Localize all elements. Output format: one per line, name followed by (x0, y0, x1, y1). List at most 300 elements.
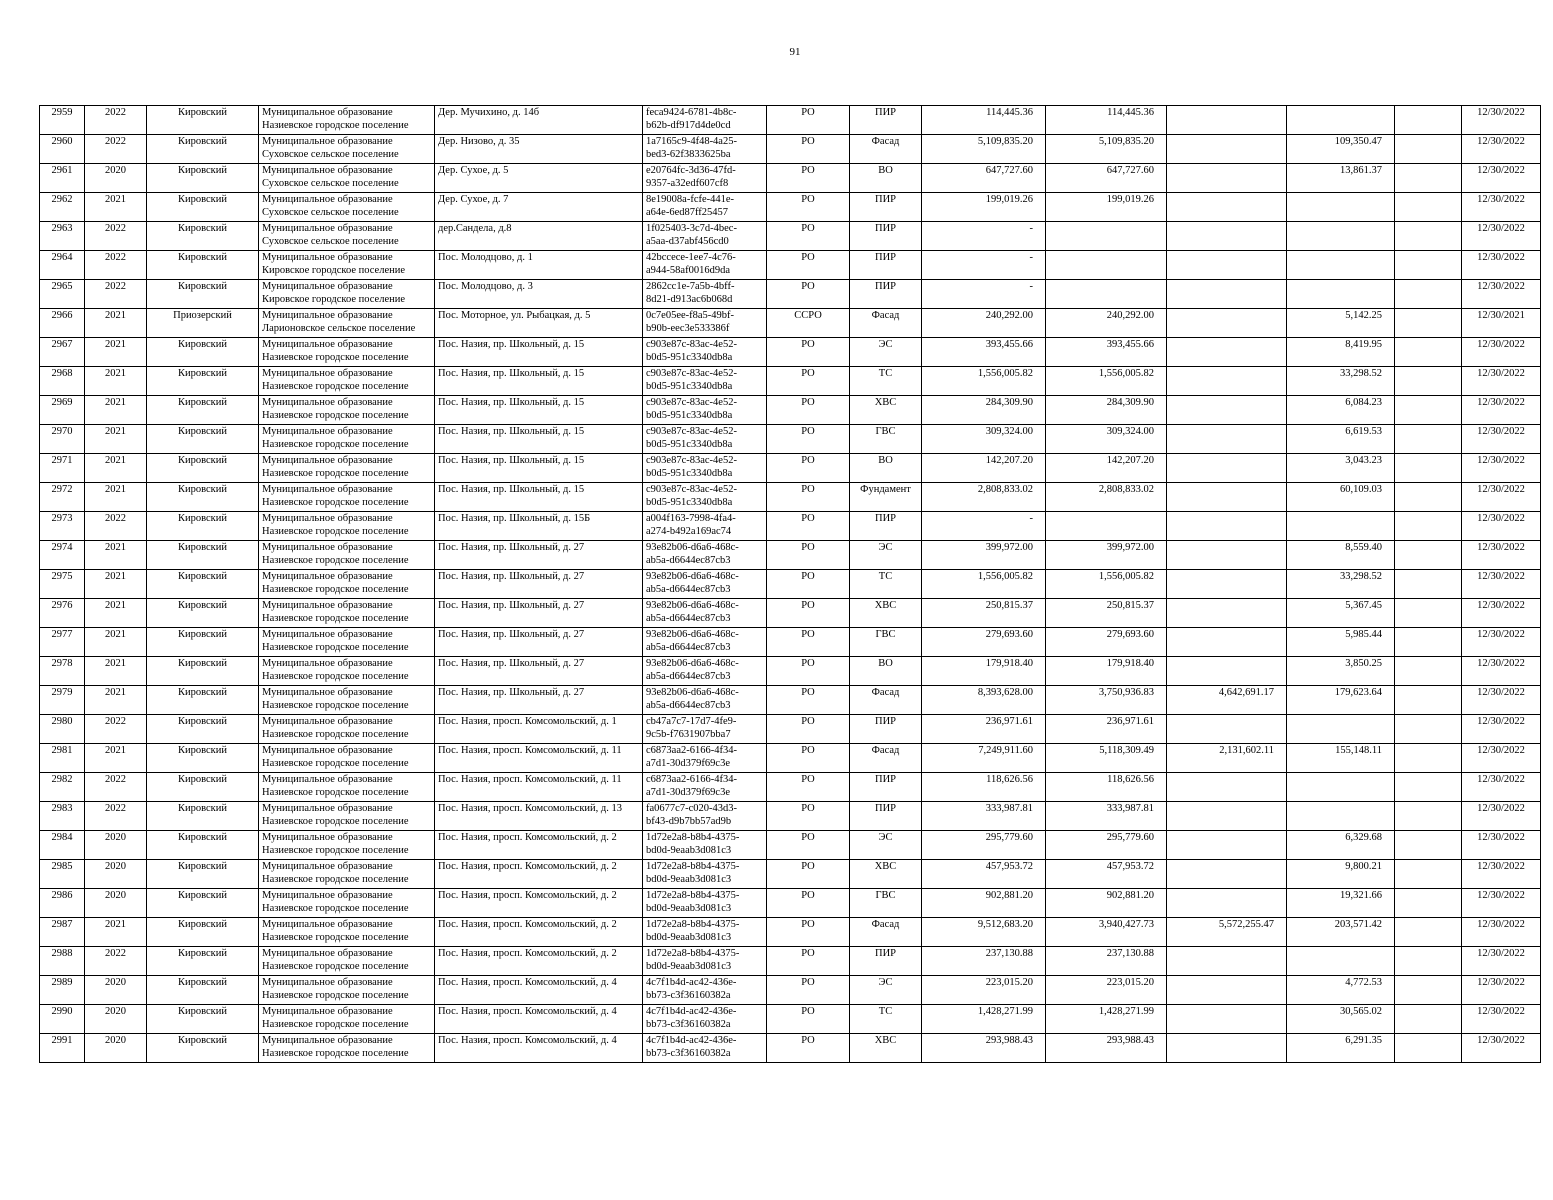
cell-program: РО (767, 1005, 850, 1034)
cell-amount-b (1167, 947, 1287, 976)
cell-total-cost: 393,455.66 (922, 338, 1046, 367)
cell-guid-line: a7d1-30d379f69c3e (646, 787, 730, 798)
cell-amount-a: 5,109,835.20 (1046, 135, 1167, 164)
cell-row-number: 2964 (40, 251, 85, 280)
cell-address: Пос. Назия, пр. Школьный, д. 15 (435, 425, 643, 454)
cell-address: Пос. Назия, пр. Школьный, д. 15 (435, 338, 643, 367)
cell-year: 2021 (85, 744, 147, 773)
cell-guid-line: a944-58af0016d9da (646, 265, 730, 276)
cell-year: 2021 (85, 686, 147, 715)
cell-municipality-line: Муниципальное образование (262, 658, 393, 669)
cell-municipality-line: Муниципальное образование (262, 861, 393, 872)
cell-work-type: ПИР (850, 280, 922, 309)
cell-work-type: ПИР (850, 773, 922, 802)
cell-guid (643, 280, 767, 309)
cell-municipality-line: Муниципальное образование (262, 107, 393, 118)
cell-guid-line: c903e87c-83ac-4e52- (646, 484, 737, 495)
cell-date: 12/30/2022 (1462, 251, 1541, 280)
cell-amount-b: 5,572,255.47 (1167, 918, 1287, 947)
cell-municipality-line: Назиевское городское поселение (262, 439, 409, 450)
cell-amount-a: 3,750,936.83 (1046, 686, 1167, 715)
cell-guid (643, 570, 767, 599)
cell-municipality (259, 164, 435, 193)
cell-amount-a: 118,626.56 (1046, 773, 1167, 802)
cell-municipality-line: Муниципальное образование (262, 194, 393, 205)
cell-amount-b (1167, 657, 1287, 686)
cell-year: 2020 (85, 164, 147, 193)
cell-row-number: 2977 (40, 628, 85, 657)
cell-municipality-line: Муниципальное образование (262, 1006, 393, 1017)
cell-guid (643, 309, 767, 338)
cell-guid-line: bb73-c3f36160382a (646, 1019, 731, 1030)
cell-municipality-line: Назиевское городское поселение (262, 120, 409, 131)
cell-guid-line: bd0d-9eaab3d081c3 (646, 874, 732, 885)
table-row (40, 222, 1541, 251)
cell-guid-line: bd0d-9eaab3d081c3 (646, 845, 732, 856)
cell-date: 12/30/2022 (1462, 715, 1541, 744)
cell-amount-a: 2,808,833.02 (1046, 483, 1167, 512)
cell-amount-c: 5,985.44 (1287, 628, 1395, 657)
table-row (40, 860, 1541, 889)
cell-date: 12/30/2022 (1462, 367, 1541, 396)
cell-amount-c: 9,800.21 (1287, 860, 1395, 889)
cell-amount-c: 33,298.52 (1287, 367, 1395, 396)
cell-amount-b (1167, 396, 1287, 425)
cell-amount-c: 5,367.45 (1287, 599, 1395, 628)
cell-row-number: 2980 (40, 715, 85, 744)
cell-row-number: 2990 (40, 1005, 85, 1034)
cell-total-cost: - (922, 251, 1046, 280)
cell-empty (1395, 193, 1462, 222)
cell-amount-b (1167, 541, 1287, 570)
cell-program: РО (767, 454, 850, 483)
cell-address: Пос. Назия, пр. Школьный, д. 27 (435, 628, 643, 657)
cell-empty (1395, 657, 1462, 686)
cell-amount-a: 1,428,271.99 (1046, 1005, 1167, 1034)
cell-amount-c (1287, 193, 1395, 222)
cell-address: Пос. Назия, просп. Комсомольский, д. 2 (435, 918, 643, 947)
cell-guid (643, 106, 767, 135)
cell-total-cost: 9,512,683.20 (922, 918, 1046, 947)
cell-amount-b (1167, 106, 1287, 135)
cell-municipality-line: Муниципальное образование (262, 890, 393, 901)
cell-district: Кировский (147, 628, 259, 657)
cell-year: 2022 (85, 802, 147, 831)
cell-municipality (259, 599, 435, 628)
cell-amount-b (1167, 164, 1287, 193)
cell-municipality-line: Кировское городское поселение (262, 294, 406, 305)
cell-guid-line: feca9424-6781-4b8c- (646, 107, 737, 118)
data-table (39, 105, 1541, 1063)
cell-amount-c: 19,321.66 (1287, 889, 1395, 918)
cell-row-number: 2986 (40, 889, 85, 918)
cell-municipality (259, 483, 435, 512)
cell-guid-line: b0d5-951c3340db8a (646, 497, 733, 508)
cell-municipality (259, 773, 435, 802)
cell-total-cost: 179,918.40 (922, 657, 1046, 686)
cell-municipality-line: Муниципальное образование (262, 455, 393, 466)
cell-district: Кировский (147, 686, 259, 715)
cell-year: 2021 (85, 570, 147, 599)
cell-guid (643, 367, 767, 396)
cell-guid-line: c903e87c-83ac-4e52- (646, 368, 737, 379)
cell-guid-line: b0d5-951c3340db8a (646, 439, 733, 450)
cell-program: РО (767, 947, 850, 976)
cell-address: Пос. Назия, просп. Комсомольский, д. 1 (435, 715, 643, 744)
cell-municipality (259, 512, 435, 541)
cell-year: 2022 (85, 715, 147, 744)
cell-total-cost: 284,309.90 (922, 396, 1046, 425)
cell-date: 12/30/2022 (1462, 454, 1541, 483)
cell-empty (1395, 425, 1462, 454)
cell-municipality-line: Назиевское городское поселение (262, 1019, 409, 1030)
cell-empty (1395, 1005, 1462, 1034)
cell-empty (1395, 802, 1462, 831)
cell-municipality-line: Назиевское городское поселение (262, 700, 409, 711)
cell-district: Кировский (147, 657, 259, 686)
cell-program: РО (767, 570, 850, 599)
cell-guid (643, 1005, 767, 1034)
cell-municipality (259, 454, 435, 483)
cell-guid-line: b0d5-951c3340db8a (646, 410, 733, 421)
cell-guid-line: ab5a-d6644ec87cb3 (646, 642, 731, 653)
cell-program: РО (767, 512, 850, 541)
cell-guid (643, 715, 767, 744)
cell-guid-line: bd0d-9eaab3d081c3 (646, 903, 732, 914)
cell-work-type: ЭС (850, 976, 922, 1005)
cell-district: Кировский (147, 454, 259, 483)
cell-address: Пос. Молодцово, д. 3 (435, 280, 643, 309)
cell-municipality (259, 976, 435, 1005)
table-row (40, 164, 1541, 193)
cell-row-number: 2962 (40, 193, 85, 222)
table-row (40, 599, 1541, 628)
cell-total-cost: 223,015.20 (922, 976, 1046, 1005)
cell-guid (643, 425, 767, 454)
cell-total-cost: 457,953.72 (922, 860, 1046, 889)
cell-date: 12/30/2022 (1462, 802, 1541, 831)
cell-municipality (259, 744, 435, 773)
cell-year: 2020 (85, 1005, 147, 1034)
cell-year: 2021 (85, 454, 147, 483)
cell-total-cost: 902,881.20 (922, 889, 1046, 918)
cell-date: 12/30/2022 (1462, 512, 1541, 541)
cell-municipality-line: Назиевское городское поселение (262, 468, 409, 479)
cell-date: 12/30/2021 (1462, 309, 1541, 338)
cell-amount-c (1287, 512, 1395, 541)
cell-amount-a (1046, 222, 1167, 251)
cell-date: 12/30/2022 (1462, 773, 1541, 802)
cell-municipality-line: Назиевское городское поселение (262, 613, 409, 624)
cell-municipality-line: Муниципальное образование (262, 716, 393, 727)
cell-amount-c: 155,148.11 (1287, 744, 1395, 773)
cell-district: Кировский (147, 222, 259, 251)
cell-amount-b (1167, 222, 1287, 251)
cell-guid-line: b0d5-951c3340db8a (646, 468, 733, 479)
cell-empty (1395, 628, 1462, 657)
cell-guid-line: a7d1-30d379f69c3e (646, 758, 730, 769)
cell-municipality-line: Муниципальное образование (262, 803, 393, 814)
cell-municipality-line: Назиевское городское поселение (262, 584, 409, 595)
cell-municipality-line: Муниципальное образование (262, 310, 393, 321)
cell-municipality-line: Назиевское городское поселение (262, 990, 409, 1001)
cell-empty (1395, 773, 1462, 802)
cell-guid (643, 918, 767, 947)
cell-date: 12/30/2022 (1462, 483, 1541, 512)
cell-date: 12/30/2022 (1462, 918, 1541, 947)
cell-address: Пос. Назия, пр. Школьный, д. 27 (435, 599, 643, 628)
cell-empty (1395, 599, 1462, 628)
cell-amount-c: 4,772.53 (1287, 976, 1395, 1005)
cell-program: РО (767, 831, 850, 860)
cell-amount-a: 240,292.00 (1046, 309, 1167, 338)
cell-date: 12/30/2022 (1462, 889, 1541, 918)
table-row (40, 1005, 1541, 1034)
cell-amount-b (1167, 628, 1287, 657)
cell-address: Пос. Назия, просп. Комсомольский, д. 2 (435, 831, 643, 860)
cell-guid (643, 396, 767, 425)
cell-amount-c (1287, 773, 1395, 802)
cell-total-cost: 7,249,911.60 (922, 744, 1046, 773)
cell-municipality-line: Муниципальное образование (262, 513, 393, 524)
cell-date: 12/30/2022 (1462, 686, 1541, 715)
cell-guid-line: 1d72e2a8-b8b4-4375- (646, 890, 740, 901)
cell-municipality-line: Назиевское городское поселение (262, 410, 409, 421)
cell-total-cost: 237,130.88 (922, 947, 1046, 976)
cell-work-type: ХВС (850, 396, 922, 425)
cell-work-type: ПИР (850, 512, 922, 541)
cell-amount-a: 237,130.88 (1046, 947, 1167, 976)
cell-program: РО (767, 106, 850, 135)
cell-guid-line: bed3-62f3833625ba (646, 149, 731, 160)
cell-guid (643, 541, 767, 570)
cell-amount-b (1167, 599, 1287, 628)
cell-row-number: 2974 (40, 541, 85, 570)
table-row (40, 338, 1541, 367)
cell-guid-line: ab5a-d6644ec87cb3 (646, 671, 731, 682)
table-body (40, 106, 1541, 1063)
cell-date: 12/30/2022 (1462, 570, 1541, 599)
cell-date: 12/30/2022 (1462, 135, 1541, 164)
table-row (40, 715, 1541, 744)
cell-year: 2021 (85, 483, 147, 512)
cell-municipality-line: Назиевское городское поселение (262, 845, 409, 856)
cell-municipality (259, 802, 435, 831)
cell-district: Приозерский (147, 309, 259, 338)
cell-empty (1395, 570, 1462, 599)
cell-date: 12/30/2022 (1462, 425, 1541, 454)
cell-guid (643, 251, 767, 280)
cell-guid (643, 831, 767, 860)
cell-amount-c: 30,565.02 (1287, 1005, 1395, 1034)
cell-guid-line: 2862cc1e-7a5b-4bff- (646, 281, 735, 292)
cell-row-number: 2971 (40, 454, 85, 483)
cell-amount-c: 5,142.25 (1287, 309, 1395, 338)
cell-year: 2020 (85, 860, 147, 889)
cell-guid-line: bf43-d9b7bb57ad9b (646, 816, 732, 827)
cell-municipality-line: Муниципальное образование (262, 774, 393, 785)
cell-work-type: ВО (850, 657, 922, 686)
cell-total-cost: 333,987.81 (922, 802, 1046, 831)
cell-municipality-line: Муниципальное образование (262, 542, 393, 553)
table-row (40, 744, 1541, 773)
cell-work-type: ЭС (850, 831, 922, 860)
cell-amount-b (1167, 338, 1287, 367)
cell-guid-line: a5aa-d37abf456cd0 (646, 236, 729, 247)
cell-row-number: 2985 (40, 860, 85, 889)
cell-work-type: ПИР (850, 106, 922, 135)
cell-municipality-line: Назиевское городское поселение (262, 874, 409, 885)
cell-program: РО (767, 744, 850, 773)
cell-work-type: ГВС (850, 628, 922, 657)
cell-district: Кировский (147, 889, 259, 918)
cell-year: 2020 (85, 831, 147, 860)
cell-district: Кировский (147, 744, 259, 773)
cell-municipality (259, 338, 435, 367)
cell-row-number: 2979 (40, 686, 85, 715)
cell-amount-c: 179,623.64 (1287, 686, 1395, 715)
cell-guid-line: bb73-c3f36160382a (646, 990, 731, 1001)
cell-municipality (259, 628, 435, 657)
cell-amount-b (1167, 251, 1287, 280)
cell-guid-line: 42bccece-1ee7-4c76- (646, 252, 736, 263)
cell-municipality-line: Назиевское городское поселение (262, 816, 409, 827)
cell-empty (1395, 164, 1462, 193)
cell-guid-line: 1d72e2a8-b8b4-4375- (646, 832, 740, 843)
cell-district: Кировский (147, 280, 259, 309)
cell-amount-a: 393,455.66 (1046, 338, 1167, 367)
cell-municipality-line: Муниципальное образование (262, 919, 393, 930)
cell-amount-c: 8,559.40 (1287, 541, 1395, 570)
cell-municipality (259, 1034, 435, 1063)
cell-program: РО (767, 628, 850, 657)
cell-total-cost: - (922, 280, 1046, 309)
cell-address: Пос. Назия, просп. Комсомольский, д. 4 (435, 976, 643, 1005)
cell-amount-a: 142,207.20 (1046, 454, 1167, 483)
cell-program: РО (767, 251, 850, 280)
cell-guid-line: 8e19008a-fcfe-441e- (646, 194, 735, 205)
cell-work-type: ГВС (850, 425, 922, 454)
cell-work-type: Фасад (850, 918, 922, 947)
cell-work-type: Фундамент (850, 483, 922, 512)
cell-year: 2022 (85, 222, 147, 251)
cell-district: Кировский (147, 106, 259, 135)
cell-empty (1395, 135, 1462, 164)
cell-year: 2021 (85, 338, 147, 367)
cell-total-cost: 250,815.37 (922, 599, 1046, 628)
table-row (40, 367, 1541, 396)
cell-row-number: 2961 (40, 164, 85, 193)
cell-district: Кировский (147, 512, 259, 541)
table-row (40, 512, 1541, 541)
cell-row-number: 2963 (40, 222, 85, 251)
cell-municipality (259, 831, 435, 860)
cell-amount-b (1167, 425, 1287, 454)
cell-amount-b (1167, 570, 1287, 599)
cell-guid-line: 93e82b06-d6a6-468c- (646, 542, 739, 553)
cell-guid-line: 1a7165c9-4f48-4a25- (646, 136, 737, 147)
cell-amount-c: 6,291.35 (1287, 1034, 1395, 1063)
cell-district: Кировский (147, 599, 259, 628)
cell-date: 12/30/2022 (1462, 628, 1541, 657)
cell-program: РО (767, 773, 850, 802)
cell-empty (1395, 251, 1462, 280)
cell-empty (1395, 367, 1462, 396)
cell-program: ССРО (767, 309, 850, 338)
cell-guid-line: fa0677c7-c020-43d3- (646, 803, 737, 814)
cell-municipality-line: Муниципальное образование (262, 223, 393, 234)
cell-municipality (259, 193, 435, 222)
cell-guid (643, 222, 767, 251)
cell-guid-line: c903e87c-83ac-4e52- (646, 397, 737, 408)
cell-amount-a: 293,988.43 (1046, 1034, 1167, 1063)
cell-district: Кировский (147, 483, 259, 512)
cell-district: Кировский (147, 802, 259, 831)
cell-amount-a: 284,309.90 (1046, 396, 1167, 425)
cell-address: Пос. Молодцово, д. 1 (435, 251, 643, 280)
cell-municipality (259, 918, 435, 947)
cell-total-cost: 279,693.60 (922, 628, 1046, 657)
cell-amount-a: 199,019.26 (1046, 193, 1167, 222)
cell-address: Пос. Назия, пр. Школьный, д. 27 (435, 657, 643, 686)
cell-address: Пос. Назия, пр. Школьный, д. 15 (435, 483, 643, 512)
cell-year: 2022 (85, 106, 147, 135)
cell-municipality (259, 541, 435, 570)
cell-guid-line: 93e82b06-d6a6-468c- (646, 687, 739, 698)
cell-year: 2022 (85, 135, 147, 164)
cell-municipality-line: Назиевское городское поселение (262, 903, 409, 914)
cell-guid-line: 1d72e2a8-b8b4-4375- (646, 948, 740, 959)
cell-amount-b (1167, 773, 1287, 802)
table-row (40, 628, 1541, 657)
cell-date: 12/30/2022 (1462, 976, 1541, 1005)
cell-municipality-line: Назиевское городское поселение (262, 787, 409, 798)
cell-work-type: Фасад (850, 744, 922, 773)
cell-guid-line: 93e82b06-d6a6-468c- (646, 600, 739, 611)
cell-district: Кировский (147, 367, 259, 396)
cell-guid-line: b90b-eec3e533386f (646, 323, 730, 334)
cell-district: Кировский (147, 918, 259, 947)
cell-total-cost: 1,556,005.82 (922, 570, 1046, 599)
cell-total-cost: 647,727.60 (922, 164, 1046, 193)
cell-empty (1395, 947, 1462, 976)
table-row (40, 135, 1541, 164)
cell-guid (643, 773, 767, 802)
cell-municipality (259, 251, 435, 280)
cell-municipality (259, 715, 435, 744)
cell-municipality (259, 1005, 435, 1034)
cell-empty (1395, 396, 1462, 425)
cell-municipality-line: Муниципальное образование (262, 1035, 393, 1046)
cell-amount-a: 399,972.00 (1046, 541, 1167, 570)
cell-municipality-line: Суховское сельское поселение (262, 149, 399, 160)
cell-amount-a: 250,815.37 (1046, 599, 1167, 628)
table-row (40, 425, 1541, 454)
cell-municipality (259, 657, 435, 686)
cell-guid (643, 164, 767, 193)
cell-empty (1395, 222, 1462, 251)
cell-date: 12/30/2022 (1462, 396, 1541, 425)
cell-row-number: 2989 (40, 976, 85, 1005)
cell-year: 2021 (85, 425, 147, 454)
cell-total-cost: 236,971.61 (922, 715, 1046, 744)
cell-address: Пос. Назия, пр. Школьный, д. 27 (435, 570, 643, 599)
cell-municipality (259, 570, 435, 599)
cell-municipality-line: Назиевское городское поселение (262, 758, 409, 769)
cell-row-number: 2983 (40, 802, 85, 831)
page-number: 91 (789, 46, 801, 58)
cell-municipality-line: Муниципальное образование (262, 281, 393, 292)
